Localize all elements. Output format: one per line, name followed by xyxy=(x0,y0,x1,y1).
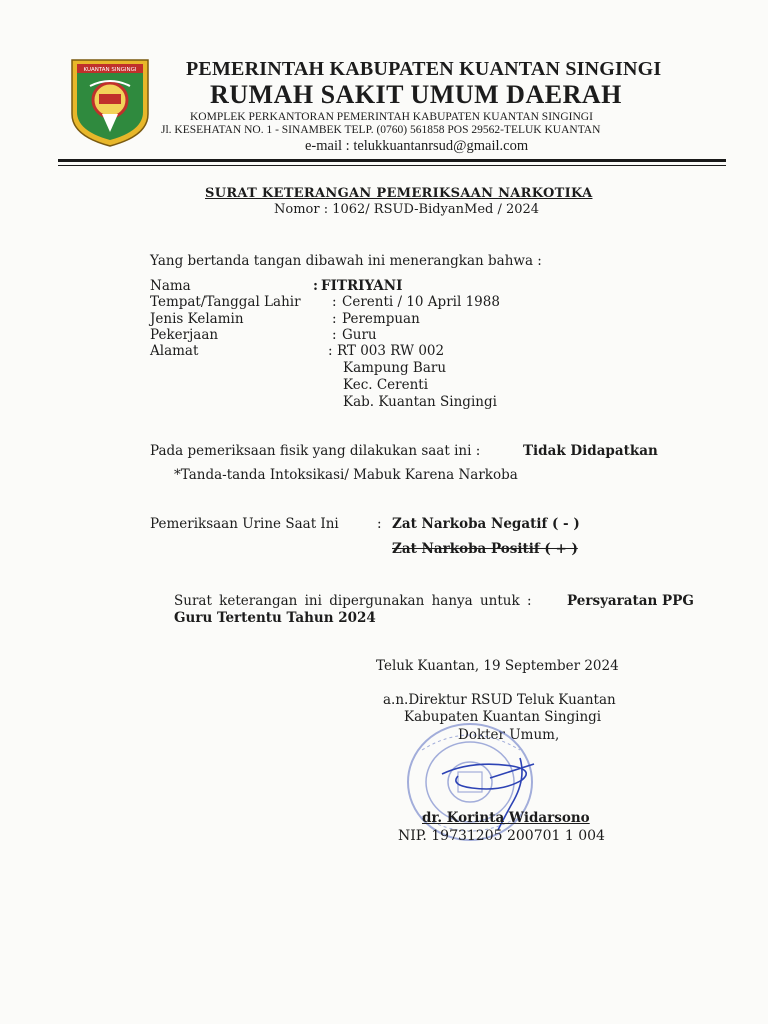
field-label-address: Alamat xyxy=(150,343,199,359)
address-district: Kec. Cerenti xyxy=(343,377,429,393)
field-value-occupation: Guru xyxy=(342,327,377,343)
field-value-address: RT 003 RW 002 xyxy=(337,343,445,359)
field-sep-name: : xyxy=(313,278,318,294)
field-value-birth: Cerenti / 10 April 1988 xyxy=(342,294,500,310)
urine-exam-sep: : xyxy=(377,516,382,532)
urine-result-positive-struck: Zat Narkoba Positif ( + ) xyxy=(392,541,578,557)
signatory-nip: NIP. 19731205 200701 1 004 xyxy=(398,828,605,844)
purpose-value-part1: Persyaratan PPG xyxy=(567,593,694,609)
document-title: SURAT KETERANGAN PEMERIKSAAN NARKOTIKA xyxy=(205,186,593,201)
signature-region: Kabupaten Kuantan Singingi xyxy=(404,709,602,725)
field-label-name: Nama xyxy=(150,278,191,294)
logo-text: KUANTAN SINGINGI xyxy=(83,67,137,73)
field-value-gender: Perempuan xyxy=(342,311,420,327)
intro-text: Yang bertanda tangan dibawah ini menerangkan bahwa : xyxy=(150,253,542,269)
field-sep-birth: : xyxy=(332,294,337,310)
field-sep-address: : xyxy=(328,343,333,359)
physical-exam-label: Pada pemeriksaan fisik yang dilakukan saat ini : xyxy=(150,443,481,459)
signature-role: Dokter Umum, xyxy=(458,727,560,743)
signatory-name: dr. Korinta Widarsono xyxy=(422,810,590,826)
letterhead-divider-thin xyxy=(58,165,726,166)
purpose-value-part2: Guru Tertentu Tahun 2024 xyxy=(174,610,376,626)
field-sep-gender: : xyxy=(332,311,337,327)
regency-emblem-logo xyxy=(68,56,152,148)
letterhead-government: PEMERINTAH KABUPATEN KUANTAN SINGINGI xyxy=(186,58,662,80)
letterhead-hospital-name: RUMAH SAKIT UMUM DAERAH xyxy=(210,80,622,109)
field-label-birth: Tempat/Tanggal Lahir xyxy=(150,294,301,310)
letterhead-email: e-mail : telukkuantanrsud@gmail.com xyxy=(305,138,529,154)
letterhead-address-line2: Jl. KESEHATAN NO. 1 - SINAMBEK TELP. (0760) 561858 POS 29562-TELUK KUANTAN xyxy=(161,124,601,136)
address-regency: Kab. Kuantan Singingi xyxy=(343,394,497,410)
address-village: Kampung Baru xyxy=(343,360,447,376)
document-number: Nomor : 1062/ RSUD-BidyanMed / 2024 xyxy=(274,202,540,217)
physical-exam-note: *Tanda-tanda Intoksikasi/ Mabuk Karena Narkoba xyxy=(174,467,518,483)
signature-place-date: Teluk Kuantan, 19 September 2024 xyxy=(376,658,619,674)
signature-on-behalf: a.n.Direktur RSUD Teluk Kuantan xyxy=(383,692,616,708)
field-label-gender: Jenis Kelamin xyxy=(150,311,244,327)
physical-exam-result: Tidak Didapatkan xyxy=(523,443,658,459)
urine-result-negative: Zat Narkoba Negatif ( - ) xyxy=(392,516,580,532)
field-value-name: FITRIYANI xyxy=(321,278,403,294)
urine-exam-label: Pemeriksaan Urine Saat Ini xyxy=(150,516,339,532)
purpose-text: Surat keterangan ini dipergunakan hanya untuk : xyxy=(174,593,532,609)
field-sep-occupation: : xyxy=(332,327,337,343)
letterhead-address-line1: KOMPLEK PERKANTORAN PEMERINTAH KABUPATEN KUANTAN SINGINGI xyxy=(190,111,593,123)
field-label-occupation: Pekerjaan xyxy=(150,327,219,343)
letterhead-divider-thick xyxy=(58,159,726,162)
